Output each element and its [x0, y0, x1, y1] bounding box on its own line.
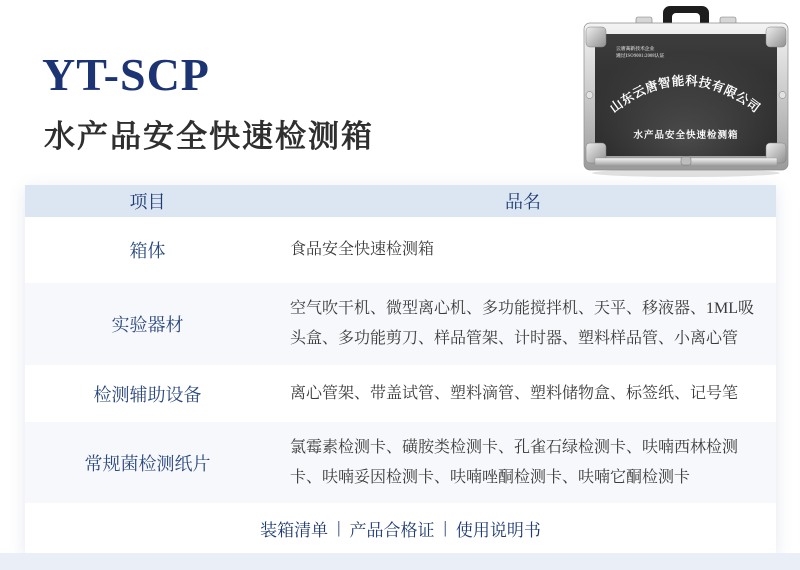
table-row	[25, 365, 776, 422]
table-row	[25, 283, 776, 365]
bottom-strip	[0, 553, 800, 570]
case-corner-top-right	[766, 27, 786, 47]
case-cert-text-line2: 通过ISO9001:2008认证	[616, 54, 665, 59]
column-header-item: 项目	[129, 192, 166, 212]
row-name-value: 空气吹干机、微型离心机、多功能搅拌机、天平、移液器、1ML吸头盒、多功能剪刀、样品管架、计时器、塑料样品管、小离心管	[290, 300, 755, 347]
case-cert-text-line1: 云唐高新技术企业	[616, 47, 655, 52]
page-title: 水产品安全快速检测箱	[44, 119, 374, 154]
row-item-label: 检测辅助设备	[93, 384, 202, 405]
row-item-label: 常规菌检测纸片	[84, 453, 211, 474]
row-name-value: 氯霉素检测卡、磺胺类检测卡、孔雀石绿检测卡、呋喃西林检测卡、呋喃妥因检测卡、呋喃唑酮检测卡、呋喃它酮检测卡	[290, 438, 739, 486]
case-bottom-latch	[681, 157, 691, 165]
case-corner-top-left	[586, 27, 606, 47]
packing-list-link[interactable]: 装箱清单	[260, 520, 329, 540]
product-photo	[578, 2, 794, 178]
row-item-label: 实验器材	[111, 315, 184, 335]
detection-case-image	[578, 2, 794, 178]
case-rivet-right	[779, 92, 786, 99]
certificate-link[interactable]: 产品合格证	[349, 520, 435, 540]
footer-separator: |	[337, 518, 341, 537]
case-product-label-text: 水产品安全快速检测箱	[633, 131, 739, 141]
product-model-title: YT-SCP	[42, 49, 210, 100]
spec-table-header-row	[25, 185, 776, 217]
manual-link[interactable]: 使用说明书	[455, 520, 541, 540]
row-item-label: 箱体	[129, 241, 166, 261]
row-name-value: 离心管架、带盖试管、塑料滴管、塑料储物盒、标签纸、记号笔	[290, 384, 739, 402]
spec-table-footer-row	[25, 503, 776, 553]
spec-table	[25, 185, 776, 553]
case-rivet-left	[586, 92, 593, 99]
row-name-value: 食品安全快速检测箱	[290, 241, 435, 258]
table-row	[25, 217, 776, 283]
column-header-name: 品名	[505, 192, 541, 212]
footer-separator: |	[443, 518, 447, 537]
case-company-arc-text: 山东云唐智能科技有限公司	[607, 73, 763, 116]
table-row	[25, 422, 776, 503]
